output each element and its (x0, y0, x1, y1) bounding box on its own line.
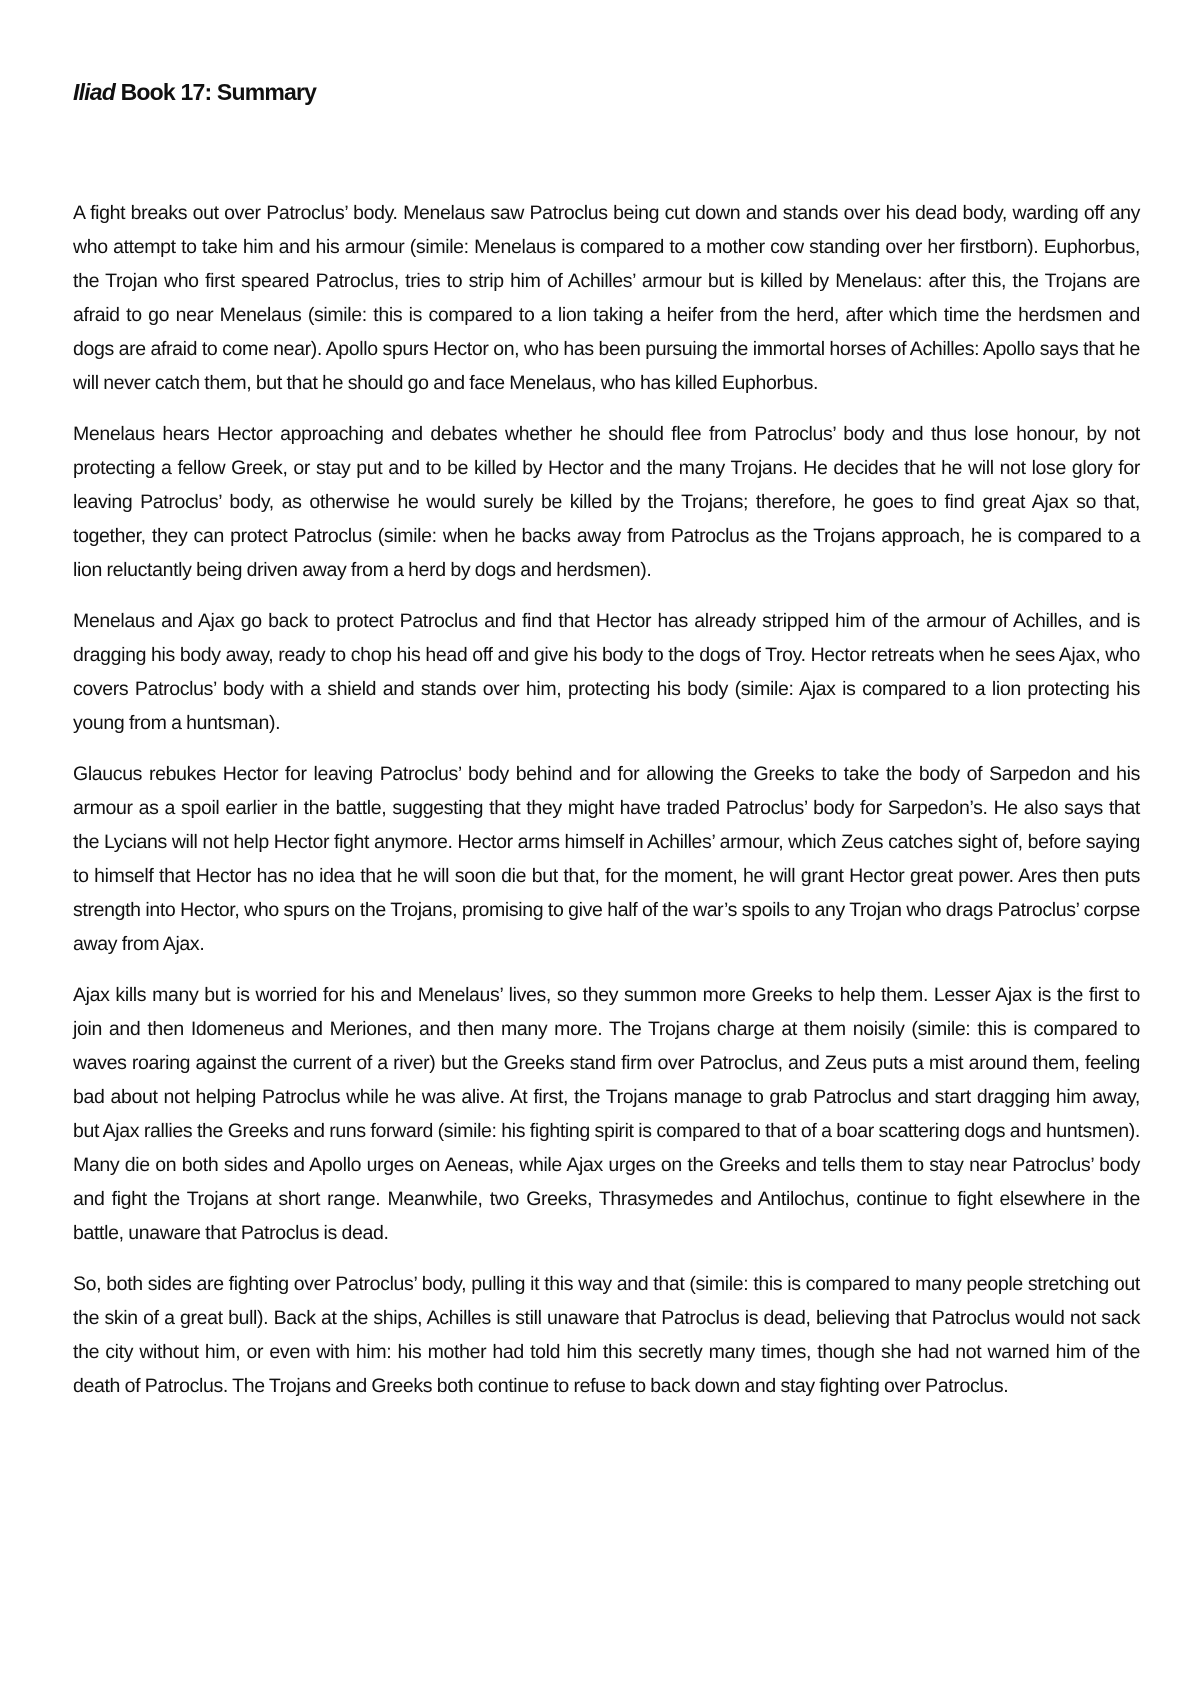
paragraph-4: Glaucus rebukes Hector for leaving Patroclus’ body behind and for allowing the Greeks to take the body of Sarpedon and his armour as a spoil earlier in the battle, suggesting that they might have traded Patroclus’ body for Sarpedon’s. He also says that the Lycians will not help Hector fight anymore. Hector arms himself in Achilles’ armour, which Zeus catches sight of, before saying to himself that Hector has no idea that he will soon die but that, for the moment, he will grant Hector great power. Ares then puts strength into Hector, who spurs on the Trojans, promising to give half of the war’s spoils to any Trojan who drags Patroclus’ corpse away from Ajax. (73, 763, 1140, 955)
page-title (73, 78, 1140, 106)
paragraph-5: Ajax kills many but is worried for his and Menelaus’ lives, so they summon more Greeks to help them. Lesser Ajax is the first to join and then Idomeneus and Meriones, and then many more. The Trojans charge at them noisily (simile: this is compared to waves roaring against the current of a river) but the Greeks stand firm over Patroclus, and Zeus puts a mist around them, feeling bad about not helping Patroclus while he was alive. At first, the Trojans manage to grab Patroclus and start dragging him away, but Ajax rallies the Greeks and runs forward (simile: his fighting spirit is compared to that of a boar scattering dogs and huntsmen). Many die on both sides and Apollo urges on Aeneas, while Ajax urges on the Greeks and tells them to stay near Patroclus’ body and fight the Trojans at short range. Meanwhile, two Greeks, Thrasymedes and Antilochus, continue to fight elsewhere in the battle, unaware that Patroclus is dead. (73, 984, 1140, 1244)
paragraph-6: So, both sides are fighting over Patroclus’ body, pulling it this way and that (simile: this is compared to many people stretching out the skin of a great bull). Back at the ships, Achilles is still unaware that Patroclus is dead, believing that Patroclus would not sack the city without him, or even with him: his mother had told him this secretly many times, though she had not warned him of the death of Patroclus. The Trojans and Greeks both continue to refuse to back down and stay fighting over Patroclus. (73, 1273, 1140, 1397)
paragraph-3: Menelaus and Ajax go back to protect Patroclus and find that Hector has already stripped him of the armour of Achilles, and is dragging his body away, ready to chop his head off and give his body to the dogs of Troy. Hector retreats when he sees Ajax, who covers Patroclus’ body with a shield and stands over him, protecting his body (simile: Ajax is compared to a lion protecting his young from a huntsman). (73, 610, 1140, 734)
document-body (73, 196, 1140, 1403)
paragraph-1: A fight breaks out over Patroclus’ body. Menelaus saw Patroclus being cut down and stands over his dead body, warding off any who attempt to take him and his armour (simile: Menelaus is compared to a mother cow standing over her firstborn). Euphorbus, the Trojan who first speared Patroclus, tries to strip him of Achilles’ armour but is killed by Menelaus: after this, the Trojans are afraid to go near Menelaus (simile: this is compared to a lion taking a heifer from the herd, after which time the herdsmen and dogs are afraid to come near). Apollo spurs Hector on, who has been pursuing the immortal horses of Achilles: Apollo says that he will never catch them, but that he should go and face Menelaus, who has killed Euphorbus. (73, 202, 1140, 394)
paragraph-2: Menelaus hears Hector approaching and debates whether he should flee from Patroclus’ body and thus lose honour, by not protecting a fellow Greek, or stay put and to be killed by Hector and the many Trojans. He decides that he will not lose glory for leaving Patroclus’ body, as otherwise he would surely be killed by the Trojans; therefore, he goes to find great Ajax so that, together, they can protect Patroclus (simile: when he backs away from Patroclus as the Trojans approach, he is compared to a lion reluctantly being driven away from a herd by dogs and herdsmen). (73, 423, 1140, 581)
title-italic: Iliad (73, 79, 116, 105)
title-rest: Book 17: Summary (115, 79, 317, 105)
